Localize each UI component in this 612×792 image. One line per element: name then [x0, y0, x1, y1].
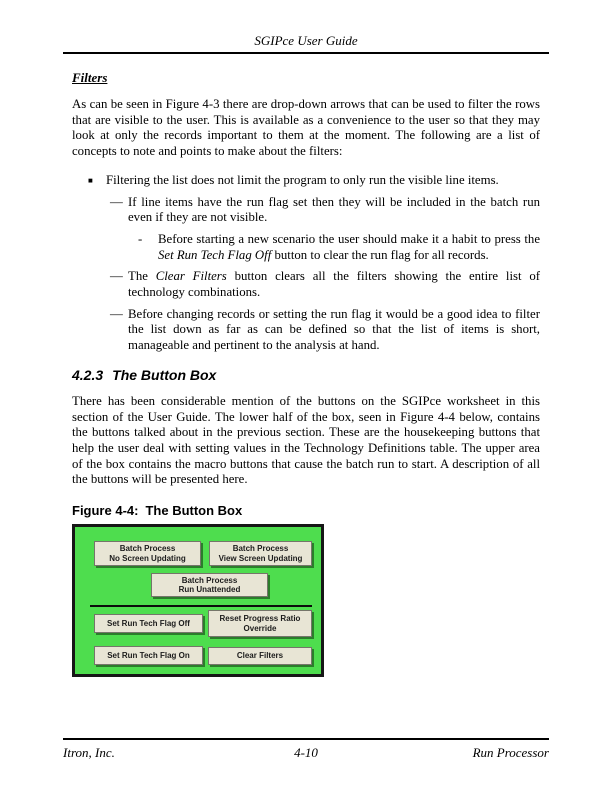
list-item-text: Filtering the list does not limit the program to only run the visible line items. [106, 172, 499, 187]
section-heading-4-2-3 [72, 367, 540, 383]
hyphen-marker-icon: - [138, 231, 143, 246]
button-box-figure [72, 524, 324, 677]
list-item [72, 195, 540, 226]
header-title: SGIPce User Guide [254, 33, 358, 48]
figure-caption-label: Figure 4-4: [72, 503, 139, 519]
footer-company: Itron, Inc. [63, 745, 115, 760]
button-box-paragraph: There has been considerable mention of the buttons on the SGIPce worksheet in this section of the User Guide. The lower half of the box, seen in Figure 4-4 below, contains the buttons talked about in the previous section. These are the housekeeping buttons that help the user deal with setting values in the Technology Definitions table. The upper area of the box contains the macro buttons that cause the batch run to start. A description of all the buttons will be presented here. [72, 393, 540, 487]
filters-bullet-list [72, 173, 540, 354]
footer-section-name: Run Processor [472, 745, 549, 760]
figure-button-row-4 [94, 646, 312, 665]
list-item-text: If line items have the run flag set then they will be included in the batch run even if they are not visible. [128, 194, 540, 225]
dash-marker-icon: — [110, 306, 123, 321]
section-title: The Button Box [112, 366, 217, 383]
figure-caption-title: The Button Box [145, 503, 243, 519]
batch-process-no-screen-updating-button: Batch Process No Screen Updating [94, 541, 201, 566]
figure-divider-line [90, 605, 312, 607]
page-footer [63, 738, 549, 761]
figure-button-row-3 [94, 610, 312, 637]
figure-caption [72, 503, 540, 518]
footer-page-number: 4-10 [294, 745, 318, 760]
set-run-tech-flag-off-button: Set Run Tech Flag Off [94, 614, 203, 633]
reset-progress-ratio-override-button: Reset Progress Ratio Override [208, 610, 312, 637]
set-run-tech-flag-on-button: Set Run Tech Flag On [94, 646, 203, 665]
list-item-text: Before starting a new scenario the user should make it a habit to press the Set Run Tech Flag Off button to clear the run flag for all records. [158, 231, 540, 262]
page-header [63, 33, 549, 54]
list-item [72, 232, 540, 263]
figure-button-row-2 [151, 573, 312, 597]
filters-heading: Filters [72, 70, 108, 85]
figure-button-row-1 [94, 541, 312, 566]
bullet-square-icon: ■ [88, 175, 93, 185]
batch-process-run-unattended-button: Batch Process Run Unattended [151, 573, 268, 597]
dash-marker-icon: — [110, 269, 123, 284]
list-item-text: Before changing records or setting the run flag it would be a good idea to filter the list down as far as can be defined so that the list of items is short, manageable and pertinent to the analysis at hand. [128, 306, 540, 353]
list-item-text: The Clear Filters button clears all the filters showing the entire list of technology combinations. [128, 269, 540, 300]
dash-marker-icon: — [110, 194, 123, 209]
list-item [72, 307, 540, 354]
page-content [72, 70, 540, 677]
batch-process-view-screen-updating-button: Batch Process View Screen Updating [209, 541, 312, 566]
list-item [72, 173, 540, 189]
clear-filters-button: Clear Filters [208, 647, 312, 665]
list-item [72, 269, 540, 300]
section-number: 4.2.3 [72, 366, 104, 383]
filters-intro-paragraph: As can be seen in Figure 4-3 there are drop-down arrows that can be used to filter the rows that are visible to the user. This is available as a convenience to the user so that they may look at only the records important to them at the moment. The following are a list of concepts to note and points to make about the filters: [72, 97, 540, 159]
